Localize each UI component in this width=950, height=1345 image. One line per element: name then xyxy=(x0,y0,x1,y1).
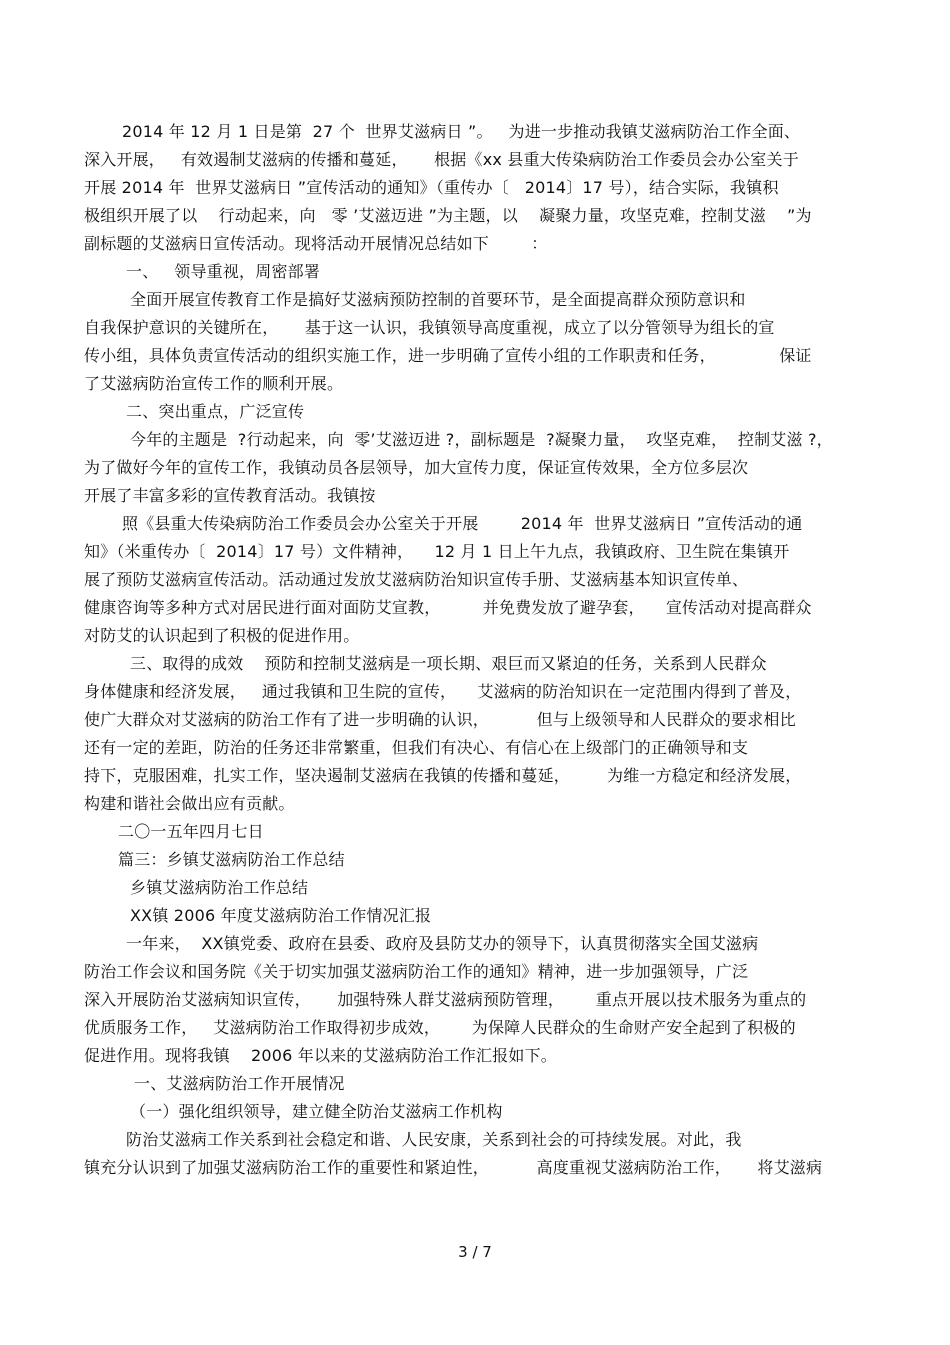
text-line: （一）强化组织领导，建立健全防治艾滋病工作机构 xyxy=(130,1102,503,1121)
text-line: 副标题的艾滋病日宣传活动。现将活动开展情况总结如下 ： xyxy=(84,234,548,253)
text-line: 二〇一五年四月七日 xyxy=(118,822,264,841)
text-line: 二、突出重点，广泛宣传 xyxy=(126,402,305,421)
text-line: 展了预防艾滋病宣传活动。活动通过发放艾滋病防治知识宣传手册、艾滋病基本知识宣传单、 xyxy=(84,570,749,589)
text-line: 促进作用。现将我镇 2006 年以来的艾滋病防治工作汇报如下。 xyxy=(84,1046,557,1065)
text-line: 深入开展， 有效遏制艾滋病的传播和蔓延， 根据《xx 县重大传染病防治工作委员会办公室关于 xyxy=(84,150,799,169)
text-line: 一、 领导重视，周密部署 xyxy=(126,262,321,281)
text-line: 优质服务工作， 艾滋病防治工作取得初步成效， 为保障人民群众的生命财产安全起到了积极的 xyxy=(84,1018,796,1037)
text-line: 防治艾滋病工作关系到社会稳定和谐、人民安康，关系到社会的可持续发展。对此，我 xyxy=(126,1130,742,1149)
text-line: 健康咨询等多种方式对居民进行面对面防艾宣教， 并免费发放了避孕套， 宣传活动对提高群众 xyxy=(84,598,812,617)
text-line: 传小组，具体负责宣传活动的组织实施工作，进一步明确了宣传小组的工作职责和任务， 保证 xyxy=(84,346,812,365)
text-line: 了艾滋病防治宣传工作的顺利开展。 xyxy=(84,374,344,393)
text-line: 深入开展防治艾滋病知识宣传， 加强特殊人群艾滋病预防管理， 重点开展以技术服务为重点的 xyxy=(84,990,807,1009)
text-line: 2014 年 12 月 1 日是第 27 个 世界艾滋病日 ”。 为进一步推动我镇艾滋病防治工作全面、 xyxy=(122,122,801,141)
text-line: 乡镇艾滋病防治工作总结 xyxy=(130,878,309,897)
text-line: 知》（米重传办〔 2014〕17 号）文件精神， 12 月 1 日上午九点，我镇政府、卫生院在集镇开 xyxy=(84,542,790,561)
text-line: 构建和谐社会做出应有贡献。 xyxy=(84,794,295,813)
text-line: 对防艾的认识起到了积极的促进作用。 xyxy=(84,626,360,645)
text-line: 全面开展宣传教育工作是搞好艾滋病预防控制的首要环节，是全面提高群众预防意识和 xyxy=(130,290,746,309)
text-line: 今年的主题是 ?行动起来，向 零’艾滋迈进 ?，副标题是 ?凝聚力量， 攻坚克难， 控制艾滋 ?， xyxy=(130,430,833,449)
text-line: 三、取得的成效 预防和控制艾滋病是一项长期、艰巨而又紧迫的任务，关系到人民群众 xyxy=(130,654,767,673)
text-line: 开展 2014 年 世界艾滋病日 ”宣传活动的通知》（重传办〔 2014〕17 号），结合实际，我镇积 xyxy=(84,178,779,197)
text-line: 一、艾滋病防治工作开展情况 xyxy=(134,1074,345,1093)
text-line: 照《县重大传染病防治工作委员会办公室关于开展 2014 年 世界艾滋病日 ”宣传活动的通 xyxy=(122,514,803,533)
text-line: 开展了丰富多彩的宣传教育活动。我镇按 xyxy=(84,486,376,505)
text-line: 自我保护意识的关键所在， 基于这一认识，我镇领导高度重视，成立了以分管领导为组长的宣 xyxy=(84,318,775,337)
text-line: 极组织开展了以 行动起来，向 零 ’艾滋迈进 ”为主题，以 凝聚力量，攻坚克难，控制艾滋 ”为 xyxy=(84,206,812,225)
text-line: 持下，克服困难，扎实工作，坚决遏制艾滋病在我镇的传播和蔓延， 为维一方稳定和经济发展， xyxy=(84,766,802,785)
text-line: 镇充分认识到了加强艾滋病防治工作的重要性和紧迫性， 高度重视艾滋病防治工作， 将艾滋病 xyxy=(84,1158,823,1177)
text-line: 还有一定的差距，防治的任务还非常繁重，但我们有决心、有信心在上级部门的正确领导和支 xyxy=(84,738,749,757)
text-line: 为了做好今年的宣传工作，我镇动员各层领导，加大宣传力度，保证宣传效果，全方位多层次 xyxy=(84,458,749,477)
text-line: 身体健康和经济发展， 通过我镇和卫生院的宣传， 艾滋病的防治知识在一定范围内得到了普及， xyxy=(84,682,802,701)
text-line: 使广大群众对艾滋病的防治工作有了进一步明确的认识， 但与上级领导和人民群众的要求相比 xyxy=(84,710,796,729)
text-line: 一年来， XX镇党委、政府在县委、政府及县防艾办的领导下，认真贯彻落实全国艾滋病 xyxy=(126,934,759,953)
text-line: XX镇 2006 年度艾滋病防治工作情况汇报 xyxy=(130,906,432,925)
text-line: 防治工作会议和国务院《关于切实加强艾滋病防治工作的通知》精神，进一步加强领导，广泛 xyxy=(84,962,749,981)
text-line: 篇三：乡镇艾滋病防治工作总结 xyxy=(118,850,345,869)
page-number: 3 / 7 xyxy=(458,1243,492,1261)
